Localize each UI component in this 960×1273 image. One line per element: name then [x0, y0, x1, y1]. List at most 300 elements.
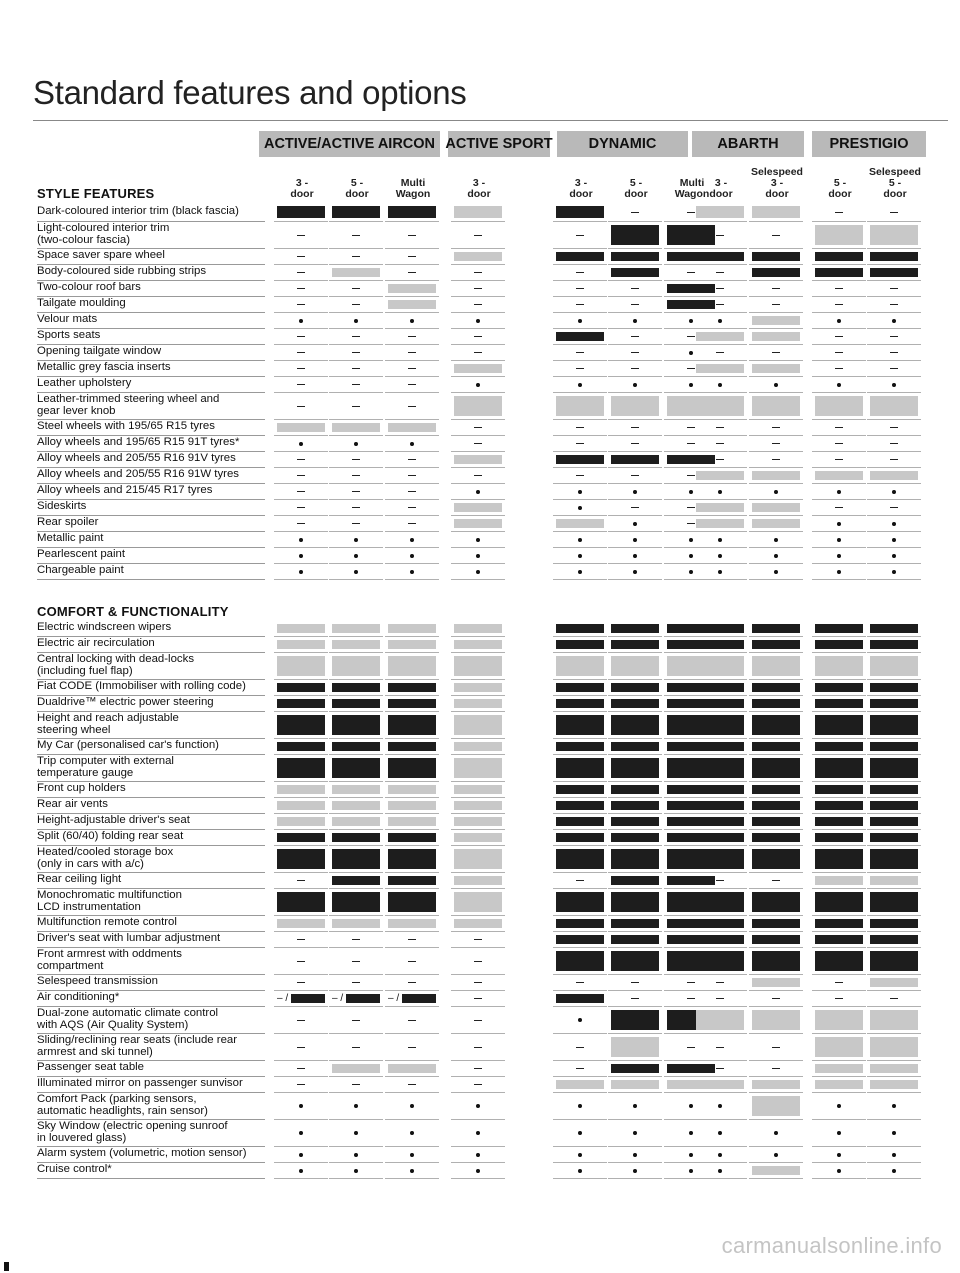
feature-label — [37, 739, 269, 753]
availability-cell — [608, 975, 662, 991]
availability-cell — [329, 798, 383, 814]
dash-marker — [454, 978, 502, 987]
option-marker — [752, 1166, 800, 1175]
availability-cell — [867, 203, 921, 222]
availability-cell — [385, 814, 439, 830]
standard-marker — [870, 951, 918, 971]
standard-marker — [388, 758, 436, 778]
dot-marker — [611, 1123, 659, 1143]
feature-label-text: Metallic grey fascia inserts — [37, 361, 171, 374]
option-marker — [388, 817, 436, 826]
option-marker — [611, 656, 659, 676]
standard-marker — [277, 715, 325, 735]
availability-cell — [812, 222, 866, 249]
standard-marker — [332, 758, 380, 778]
feature-row — [37, 975, 907, 991]
feature-label-text: Comfort Pack (parking sensors, automatic headlights, rain sensor) — [37, 1093, 208, 1117]
feature-label — [37, 889, 269, 914]
availability-cell — [693, 345, 747, 361]
feature-row — [37, 696, 907, 712]
availability-cell — [451, 830, 505, 846]
feature-label — [37, 873, 269, 887]
feature-label-text: Electric air recirculation — [37, 637, 155, 650]
availability-cell — [608, 249, 662, 265]
dash-marker — [556, 876, 604, 885]
dash-marker — [332, 1080, 380, 1089]
availability-cell — [867, 564, 921, 580]
availability-cell — [451, 1163, 505, 1179]
feature-row — [37, 991, 907, 1007]
standard-marker — [870, 833, 918, 842]
availability-cell — [812, 739, 866, 755]
availability-cell — [812, 203, 866, 222]
column-header-line: Selespeed — [751, 166, 803, 178]
availability-cell — [385, 532, 439, 548]
dash-marker — [815, 332, 863, 341]
dot-marker — [870, 380, 918, 389]
feature-label — [37, 393, 269, 418]
dash-marker — [696, 225, 744, 245]
availability-cell — [867, 916, 921, 932]
dash-marker — [454, 439, 502, 448]
option-marker — [815, 1064, 863, 1073]
availability-cell — [451, 1007, 505, 1034]
feature-label-text: Two-colour roof bars — [37, 281, 141, 294]
standard-marker — [815, 919, 863, 928]
feature-label — [37, 361, 269, 375]
feature-row — [37, 637, 907, 653]
dash-marker — [611, 332, 659, 341]
availability-cell — [812, 1120, 866, 1147]
availability-cell — [608, 222, 662, 249]
dot-marker — [815, 551, 863, 560]
dash-marker — [332, 519, 380, 528]
dash-marker — [388, 487, 436, 496]
feature-label — [37, 436, 269, 450]
column-header — [451, 178, 507, 200]
availability-cell — [274, 361, 328, 377]
feature-label — [37, 680, 269, 694]
standard-marker — [556, 683, 604, 692]
availability-cell — [693, 755, 747, 782]
row-divider — [37, 1178, 265, 1179]
feature-label-text: Light-coloured interior trim (two-colour fascia) — [37, 222, 170, 246]
availability-cell — [749, 265, 803, 281]
dot-marker — [556, 1123, 604, 1143]
availability-cell — [749, 680, 803, 696]
column-header-line: door — [765, 188, 789, 200]
dash-marker — [332, 487, 380, 496]
dash-marker — [277, 225, 325, 245]
option-marker — [815, 471, 863, 480]
dash-marker — [277, 364, 325, 373]
availability-cell — [693, 377, 747, 393]
availability-cell — [553, 222, 607, 249]
standard-marker — [752, 785, 800, 794]
option-marker — [388, 423, 436, 432]
availability-cell — [749, 975, 803, 991]
dash-marker — [277, 396, 325, 416]
availability-cell — [329, 313, 383, 329]
availability-cell — [608, 1007, 662, 1034]
feature-label-text: Space saver spare wheel — [37, 249, 165, 262]
availability-cell — [329, 846, 383, 873]
availability-cell — [274, 203, 328, 222]
feature-label — [37, 1077, 269, 1091]
dash-marker — [752, 1037, 800, 1057]
standard-marker — [696, 849, 744, 869]
dash-marker — [556, 471, 604, 480]
standard-marker — [332, 742, 380, 751]
dot-marker — [388, 439, 436, 448]
standard-marker — [611, 1010, 659, 1030]
dash-marker — [696, 439, 744, 448]
option-marker — [277, 624, 325, 633]
standard-marker — [815, 951, 863, 971]
availability-cell — [608, 484, 662, 500]
availability-cell — [553, 621, 607, 637]
availability-cell — [867, 500, 921, 516]
section-title: STYLE FEATURES — [37, 186, 155, 201]
dash-marker — [388, 1010, 436, 1030]
dash-marker — [454, 935, 502, 944]
option-marker — [815, 1010, 863, 1030]
dash-marker — [454, 284, 502, 293]
availability-cell — [385, 830, 439, 846]
option-marker — [332, 801, 380, 810]
dash-marker — [752, 876, 800, 885]
availability-cell — [693, 1077, 747, 1093]
standard-marker — [611, 742, 659, 751]
availability-cell — [329, 436, 383, 452]
feature-label-text: Central locking with dead-locks (including fuel flap) — [37, 653, 195, 677]
standard-marker — [332, 876, 380, 885]
standard-marker — [696, 742, 744, 751]
dash-marker — [556, 268, 604, 277]
availability-cell — [451, 420, 505, 436]
availability-cell — [608, 1120, 662, 1147]
availability-cell — [553, 393, 607, 420]
availability-cell — [693, 1120, 747, 1147]
availability-cell — [749, 814, 803, 830]
availability-cell — [553, 1120, 607, 1147]
standard-marker — [870, 624, 918, 633]
availability-cell — [608, 739, 662, 755]
dash-marker — [277, 519, 325, 528]
dot-marker — [611, 316, 659, 325]
mixed-marker — [332, 994, 380, 1003]
standard-marker — [870, 640, 918, 649]
availability-cell — [867, 377, 921, 393]
standard-marker — [556, 849, 604, 869]
dot-marker — [388, 567, 436, 576]
dash-marker — [870, 439, 918, 448]
availability-cell — [812, 393, 866, 420]
availability-cell — [329, 265, 383, 281]
dash-marker — [388, 252, 436, 261]
availability-cell — [608, 297, 662, 313]
availability-cell — [608, 1077, 662, 1093]
dash-marker — [277, 487, 325, 496]
availability-cell — [812, 516, 866, 532]
feature-label-text: Trip computer with external temperature gauge — [37, 755, 174, 779]
feature-label — [37, 1061, 269, 1075]
dash-marker — [388, 380, 436, 389]
dot-marker — [388, 1123, 436, 1143]
availability-cell — [749, 500, 803, 516]
feature-label-text: Body-coloured side rubbing strips — [37, 265, 207, 278]
dot-marker — [332, 567, 380, 576]
availability-cell — [451, 500, 505, 516]
standard-marker — [556, 785, 604, 794]
option-marker — [815, 656, 863, 676]
standard-marker — [277, 833, 325, 842]
feature-row — [37, 653, 907, 680]
dash-marker — [696, 284, 744, 293]
availability-cell — [274, 782, 328, 798]
feature-label-text: Fiat CODE (Immobiliser with rolling code) — [37, 680, 246, 693]
feature-label-text: Opening tailgate window — [37, 345, 162, 358]
availability-cell — [749, 782, 803, 798]
availability-cell — [385, 281, 439, 297]
availability-cell — [749, 249, 803, 265]
option-marker — [454, 785, 502, 794]
dot-marker — [752, 1123, 800, 1143]
availability-cell — [274, 1061, 328, 1077]
dot-marker — [277, 551, 325, 560]
option-marker — [870, 1010, 918, 1030]
feature-row — [37, 830, 907, 846]
dot-marker — [454, 1150, 502, 1159]
availability-cell — [867, 484, 921, 500]
standard-marker — [752, 252, 800, 261]
standard-marker — [611, 919, 659, 928]
standard-marker — [556, 624, 604, 633]
availability-cell — [749, 297, 803, 313]
availability-cell — [608, 420, 662, 436]
dot-marker — [556, 316, 604, 325]
availability-cell — [693, 739, 747, 755]
standard-marker — [556, 833, 604, 842]
dash-marker — [696, 455, 744, 464]
availability-cell — [693, 916, 747, 932]
option-marker — [332, 656, 380, 676]
availability-cell — [867, 1147, 921, 1163]
availability-cell — [329, 1007, 383, 1034]
availability-cell — [329, 755, 383, 782]
option-marker — [752, 656, 800, 676]
availability-cell — [867, 798, 921, 814]
availability-cell — [553, 830, 607, 846]
availability-cell — [274, 564, 328, 580]
feature-row — [37, 249, 907, 265]
availability-cell — [385, 932, 439, 948]
dash-marker — [388, 455, 436, 464]
dot-marker — [815, 380, 863, 389]
standard-marker — [556, 801, 604, 810]
standard-marker — [388, 206, 436, 218]
availability-cell — [274, 916, 328, 932]
availability-cell — [749, 468, 803, 484]
standard-marker — [556, 817, 604, 826]
availability-cell — [329, 696, 383, 712]
column-header-line: door — [709, 188, 733, 200]
availability-cell — [329, 621, 383, 637]
availability-cell — [812, 329, 866, 345]
feature-label — [37, 468, 269, 482]
availability-cell — [693, 846, 747, 873]
availability-cell — [608, 516, 662, 532]
availability-cell — [608, 621, 662, 637]
dash-marker — [696, 348, 744, 357]
availability-cell — [385, 516, 439, 532]
availability-cell — [693, 696, 747, 712]
standard-marker — [752, 624, 800, 633]
standard-marker — [388, 683, 436, 692]
availability-cell — [385, 297, 439, 313]
standard-marker — [870, 785, 918, 794]
availability-cell — [274, 249, 328, 265]
dash-marker — [752, 455, 800, 464]
availability-cell — [451, 846, 505, 873]
availability-cell — [867, 1077, 921, 1093]
availability-cell — [553, 846, 607, 873]
availability-cell — [812, 1061, 866, 1077]
dash-marker — [332, 455, 380, 464]
availability-cell — [329, 564, 383, 580]
standard-marker — [696, 817, 744, 826]
dash-marker — [556, 1037, 604, 1057]
feature-label — [37, 798, 269, 812]
availability-cell — [608, 203, 662, 222]
option-marker — [388, 919, 436, 928]
availability-cell — [867, 1007, 921, 1034]
availability-cell — [867, 712, 921, 739]
feature-row — [37, 755, 907, 782]
availability-cell — [749, 420, 803, 436]
standard-marker — [332, 206, 380, 218]
availability-cell — [274, 873, 328, 889]
availability-cell — [812, 814, 866, 830]
availability-cell — [812, 755, 866, 782]
standard-marker — [696, 624, 744, 633]
availability-cell — [274, 846, 328, 873]
availability-cell — [274, 1093, 328, 1120]
dash-marker — [388, 396, 436, 416]
feature-row — [37, 1007, 907, 1034]
availability-cell — [812, 377, 866, 393]
dash-marker — [611, 503, 659, 512]
dot-marker — [870, 1123, 918, 1143]
availability-cell — [385, 345, 439, 361]
dot-marker — [752, 535, 800, 544]
dash-marker — [611, 439, 659, 448]
standard-marker — [277, 892, 325, 912]
option-marker — [332, 640, 380, 649]
column-header — [608, 178, 664, 200]
option-marker — [454, 206, 502, 218]
dash-marker — [454, 300, 502, 309]
availability-cell — [812, 798, 866, 814]
availability-cell — [693, 329, 747, 345]
dash-marker — [454, 1037, 502, 1057]
feature-label-text: Chargeable paint — [37, 564, 124, 577]
standard-marker — [752, 683, 800, 692]
feature-row — [37, 516, 907, 532]
availability-cell — [812, 345, 866, 361]
feature-row — [37, 484, 907, 500]
dot-marker — [611, 1166, 659, 1175]
option-marker — [388, 656, 436, 676]
feature-label — [37, 1120, 269, 1145]
dash-marker — [277, 348, 325, 357]
availability-cell — [812, 297, 866, 313]
dot-marker — [277, 535, 325, 544]
dot-marker — [277, 567, 325, 576]
availability-cell — [553, 516, 607, 532]
standard-marker — [815, 683, 863, 692]
dash-marker — [388, 935, 436, 944]
availability-cell — [274, 516, 328, 532]
standard-marker — [815, 742, 863, 751]
feature-label — [37, 222, 269, 247]
feature-label-text: Height and reach adjustable steering wheel — [37, 712, 179, 736]
feature-label — [37, 830, 269, 844]
option-marker — [454, 849, 502, 869]
availability-cell — [749, 621, 803, 637]
option-marker — [752, 503, 800, 512]
availability-cell — [329, 873, 383, 889]
option-marker — [870, 656, 918, 676]
option-marker — [752, 332, 800, 341]
availability-cell — [867, 436, 921, 452]
availability-cell — [693, 420, 747, 436]
standard-marker — [611, 455, 659, 464]
availability-cell — [812, 621, 866, 637]
corner-mark — [4, 1262, 9, 1271]
section-title: COMFORT & FUNCTIONALITY — [37, 604, 229, 619]
dash-marker — [696, 994, 744, 1003]
column-header — [693, 178, 749, 200]
availability-cell — [693, 798, 747, 814]
dash-marker — [611, 994, 659, 1003]
dash-marker — [556, 439, 604, 448]
availability-cell — [329, 1077, 383, 1093]
option-marker — [454, 715, 502, 735]
availability-cell — [329, 782, 383, 798]
availability-cell — [608, 1034, 662, 1061]
dot-marker — [752, 567, 800, 576]
dot-marker — [332, 1150, 380, 1159]
feature-label — [37, 313, 269, 327]
availability-cell — [749, 916, 803, 932]
option-marker — [277, 919, 325, 928]
dash-marker — [332, 503, 380, 512]
feature-label-text: Dark-coloured interior trim (black fascia) — [37, 204, 239, 217]
column-header-line: 5 - — [629, 177, 643, 189]
feature-row — [37, 548, 907, 564]
availability-cell — [451, 203, 505, 222]
availability-cell — [451, 782, 505, 798]
option-marker — [454, 758, 502, 778]
availability-cell — [553, 739, 607, 755]
availability-cell — [451, 249, 505, 265]
availability-cell — [608, 798, 662, 814]
availability-cell — [867, 814, 921, 830]
standard-marker — [611, 699, 659, 708]
availability-cell — [385, 1061, 439, 1077]
availability-cell — [553, 916, 607, 932]
